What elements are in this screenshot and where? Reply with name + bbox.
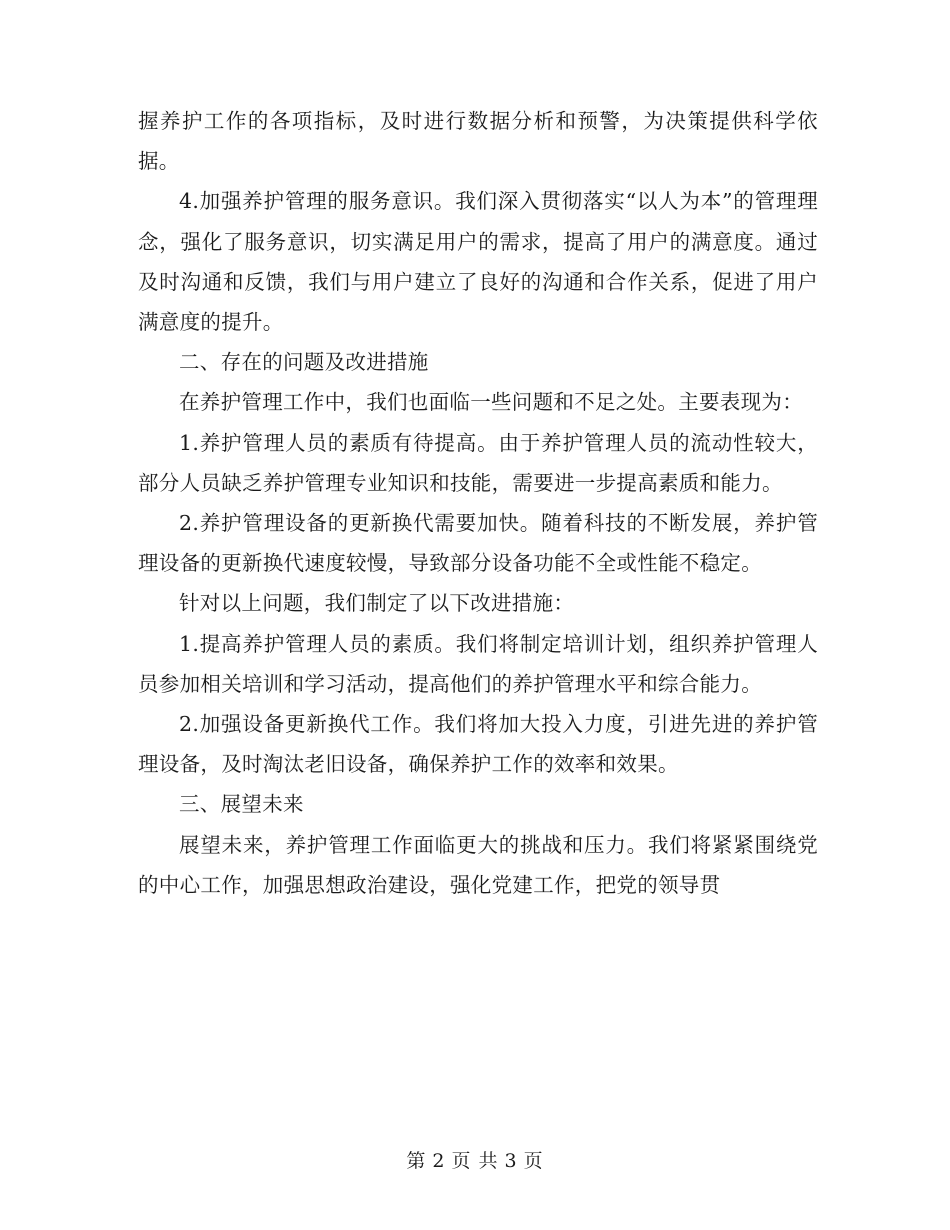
section-heading-problems: 二、存在的问题及改进措施 [179, 350, 429, 375]
footer-current-page: 2 [432, 1150, 446, 1172]
document-body [138, 101, 818, 905]
paragraph-problems-intro: 在养护管理工作中，我们也面临一些问题和不足之处。主要表现为： [179, 390, 803, 415]
paragraph-measure-1: 1.提高养护管理人员的素质。我们将制定培训计划，组织养护管理人员参加相关培训和学习活动，提高他们的养护管理水平和综合能力。 [138, 631, 818, 696]
paragraph-measures-intro: 针对以上问题，我们制定了以下改进措施： [179, 591, 575, 616]
paragraph-problem-2: 2.养护管理设备的更新换代需要加快。随着科技的不断发展，养护管理设备的更新换代速度较慢，导致部分设备功能不全或性能不稳定。 [138, 511, 818, 576]
page-footer [0, 1146, 950, 1173]
footer-suffix: 页 [523, 1150, 544, 1172]
paragraph-item-4-service-awareness: 4.加强养护管理的服务意识。我们深入贯彻落实“以人为本”的管理理念，强化了服务意识，切实满足用户的需求，提高了用户的满意度。通过及时沟通和反馈，我们与用户建立了良好的沟通和合作关系，促进了用户满意度的提升。 [138, 189, 818, 335]
footer-prefix: 第 [406, 1150, 427, 1172]
paragraph-problem-1: 1.养护管理人员的素质有待提高。由于养护管理人员的流动性较大，部分人员缺乏养护管理专业知识和技能，需要进一步提高素质和能力。 [138, 430, 818, 495]
paragraph-continuation: 握养护工作的各项指标，及时进行数据分析和预警，为决策提供科学依据。 [138, 109, 818, 174]
footer-middle: 页 共 [451, 1150, 499, 1172]
paragraph-measure-2: 2.加强设备更新换代工作。我们将加大投入力度，引进先进的养护管理设备，及时淘汰老旧设备，确保养护工作的效率和效果。 [138, 712, 818, 777]
section-heading-outlook: 三、展望未来 [179, 792, 304, 817]
paragraph-outlook: 展望未来，养护管理工作面临更大的挑战和压力。我们将紧紧围绕党的中心工作，加强思想政治建设，强化党建工作，把党的领导贯 [138, 832, 818, 897]
footer-total-pages: 3 [504, 1150, 518, 1172]
